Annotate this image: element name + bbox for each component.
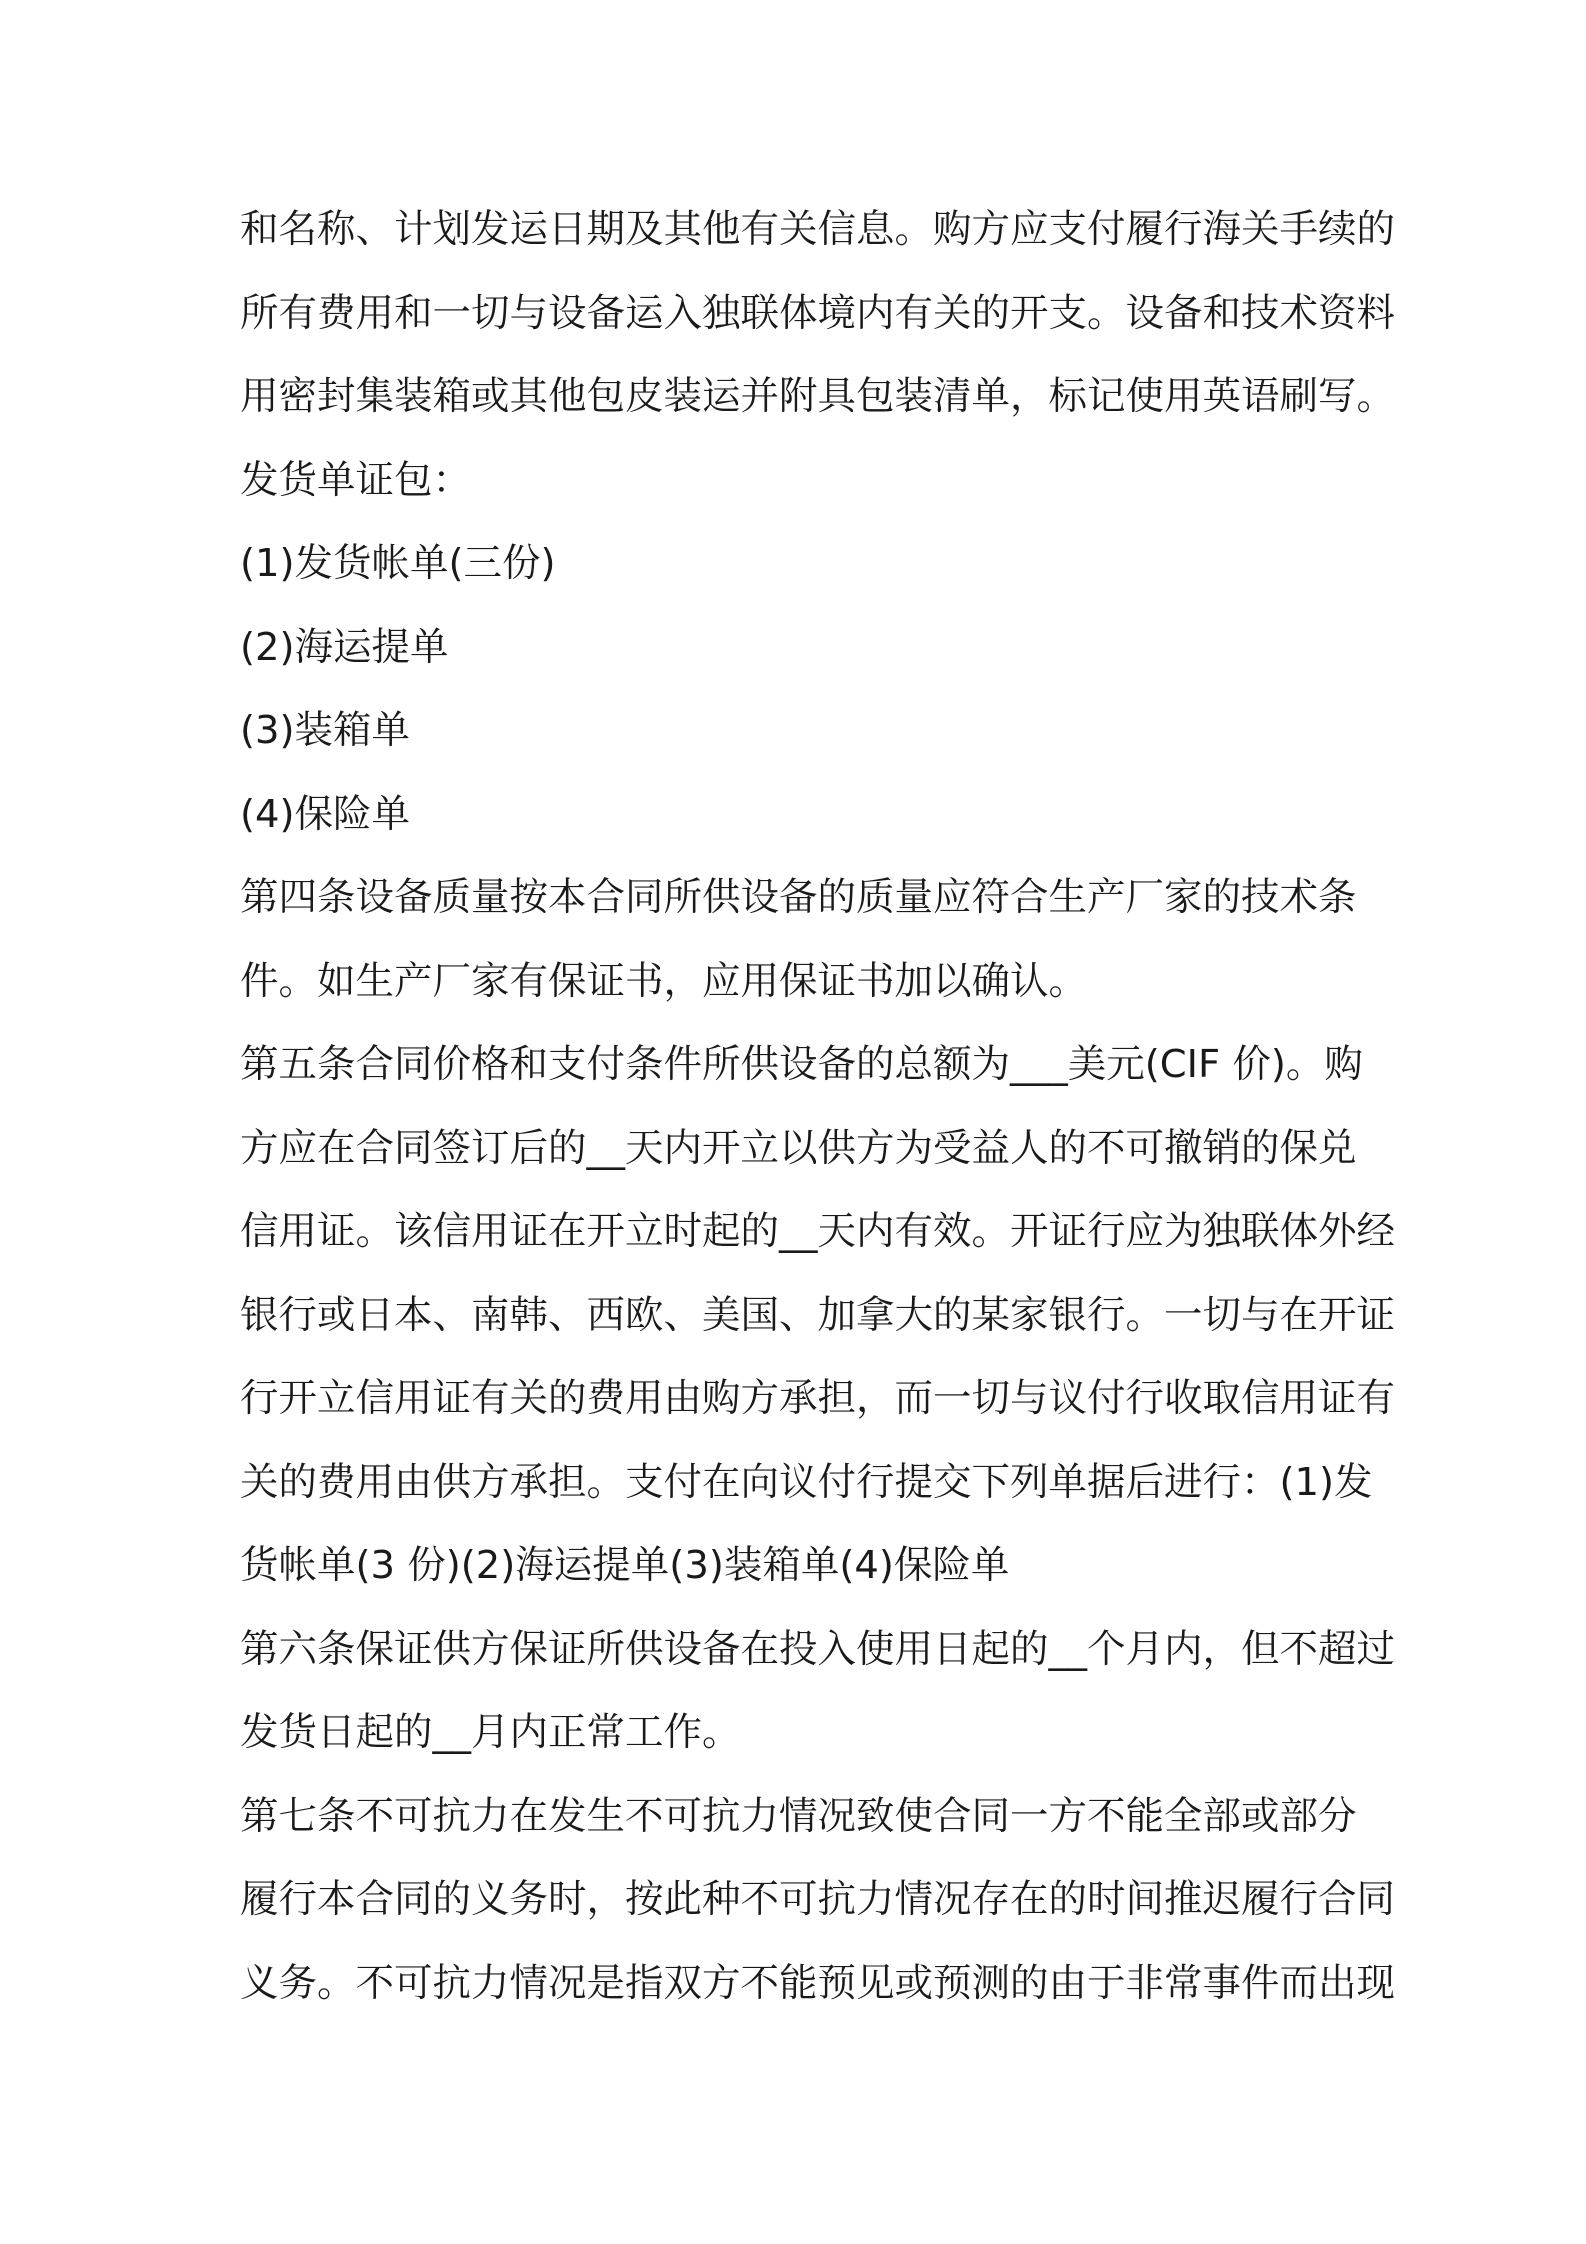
text-line: (2)海运提单 bbox=[240, 624, 449, 670]
text-line: 和名称、计划发运日期及其他有关信息。购方应支付履行海关手续的 bbox=[240, 207, 1396, 252]
text-line: 方应在合同签订后的__天内开立以供方为受益人的不可撤销的保兑 bbox=[240, 1125, 1357, 1171]
text-line: 件。如生产厂家有保证书，应用保证书加以确认。 bbox=[240, 958, 1088, 1004]
text-line: 第四条设备质量按本合同所供设备的质量应符合生产厂家的技术条 bbox=[240, 875, 1357, 920]
text-line: 信用证。该信用证在开立时起的__天内有效。开证行应为独联体外经 bbox=[240, 1209, 1396, 1254]
contract-text-body bbox=[240, 188, 1396, 2025]
text-line: 第六条保证供方保证所供设备在投入使用日起的__个月内，但不超过 bbox=[240, 1626, 1396, 1672]
text-line: (1)发货帐单(三份) bbox=[240, 541, 556, 586]
text-line: 义务。不可抗力情况是指双方不能预见或预测的由于非常事件而出现 bbox=[240, 1960, 1396, 2006]
text-line: 发货单证包： bbox=[240, 457, 472, 503]
text-line: 第五条合同价格和支付条件所供设备的总额为___美元(CIF 价)。购 bbox=[240, 1042, 1363, 1087]
text-line: 所有费用和一切与设备运入独联体境内有关的开支。设备和技术资料 bbox=[240, 290, 1396, 336]
text-line: 关的费用由供方承担。支付在向议付行提交下列单据后进行：(1)发 bbox=[240, 1459, 1373, 1505]
text-line: (3)装箱单 bbox=[240, 708, 411, 753]
text-line: 履行本合同的义务时，按此种不可抗力情况存在的时间推迟履行合同 bbox=[240, 1877, 1396, 1922]
text-line: 第七条不可抗力在发生不可抗力情况致使合同一方不能全部或部分 bbox=[240, 1793, 1357, 1839]
text-line: 发货日起的__月内正常工作。 bbox=[240, 1710, 741, 1755]
text-line: (4)保险单 bbox=[240, 791, 411, 837]
text-line: 行开立信用证有关的费用由购方承担，而一切与议付行收取信用证有 bbox=[240, 1376, 1396, 1421]
text-line: 银行或日本、南韩、西欧、美国、加拿大的某家银行。一切与在开证 bbox=[240, 1292, 1396, 1338]
text-line: 用密封集装箱或其他包皮装运并附具包装清单，标记使用英语刷写。 bbox=[240, 374, 1396, 419]
text-line: 货帐单(3 份)(2)海运提单(3)装箱单(4)保险单 bbox=[240, 1543, 1010, 1588]
